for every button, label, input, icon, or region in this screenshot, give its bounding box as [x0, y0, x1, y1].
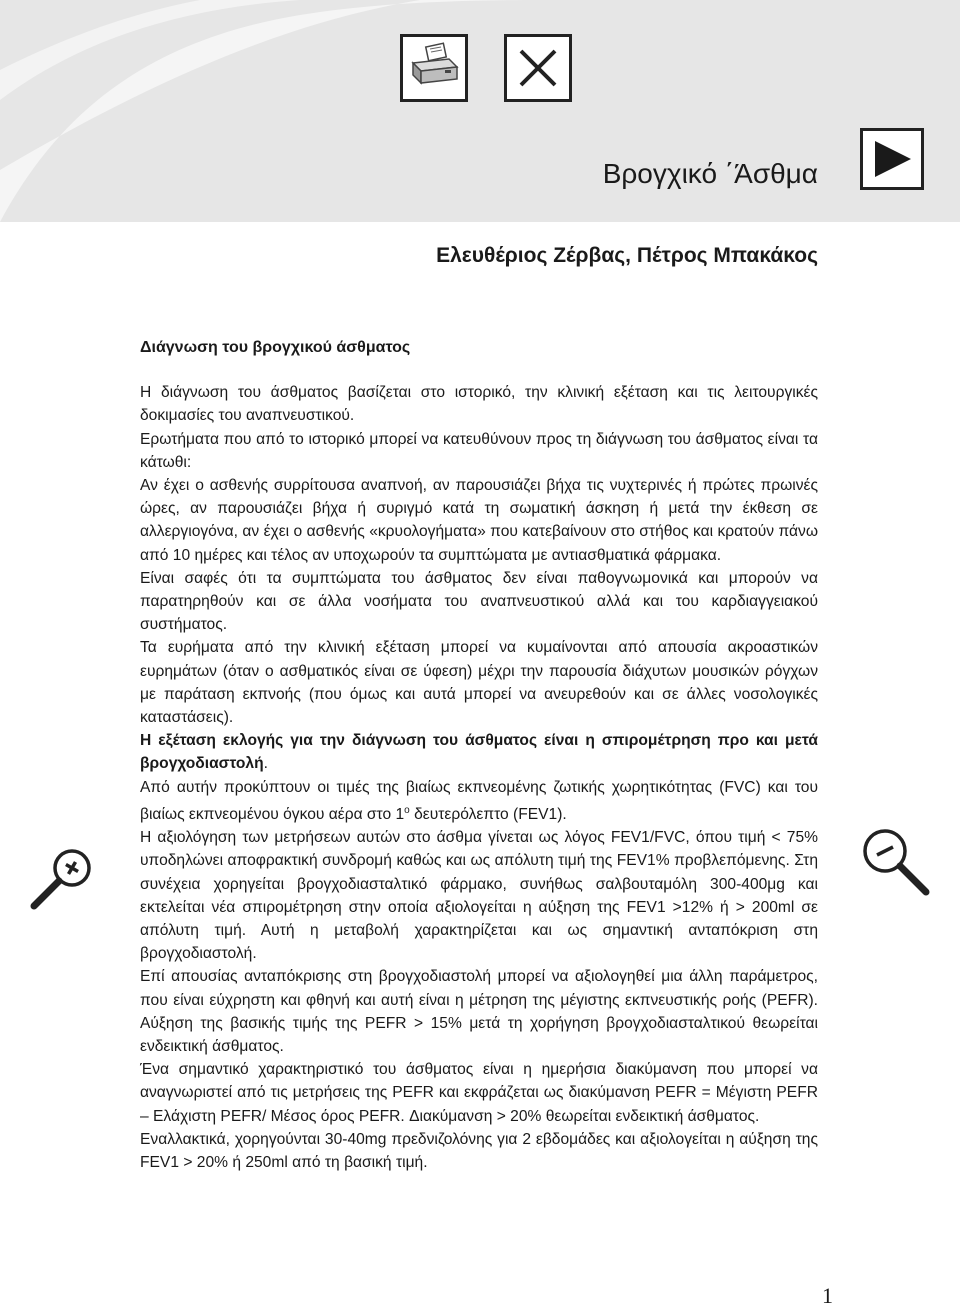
paragraph-text: Από αυτήν προκύπτουν οι τιμές της βιαίως εκπνεομένης ζωτικής χωρητικότητας (FVC) και του βιαίως εκπνεομένου όγκου αέρα στο 1	[140, 778, 818, 824]
zoom-out-icon	[852, 818, 936, 902]
paragraph: Η αξιολόγηση των μετρήσεων αυτών στο άσθμα γίνεται ως λόγος FEV1/FVC, όπου τιμή < 75% υποδηλώνει αποφρακτική συνδρομή καθώς και ως απόλυτη τιμή της FEV1% προβλεπόμενης. Στη συνέχεια χορηγείται βρογχοδιασταλτικό φάρμακο, συνήθως σαλβουταμόλη 300-400μg και εκτελείται νέα σπιρομέτρηση στην οποία αξιολογείται η αύξηση της FEV1 >12% ή > 200ml σε απόλυτη τιμή. Αυτή η μεταβολή χαρακτηρίζεται και ως σημαντική ανταπόκριση στη βρογχοδιαστολή.	[140, 829, 818, 963]
paragraph: Αν έχει ο ασθενής συρρίτουσα αναπνοή, αν παρουσιάζει βήχα τις νυχτερινές ή πρώτες πρωινές ώρες, αν παρουσιάζει βήχα ή συριγμό κατά τη σωματική άσκηση ή μετά την έκθεση σε αλλεργιογόνα, αν έχει ο ασθενής «κρυολογήματα» που κατεβαίνουν στο στήθος και κρατούν πάνω από 10 ημέρες και τέλος αν υποχωρούν τα συμπτώματα με αντιασθματικά φάρμακα.	[140, 477, 818, 564]
next-page-button[interactable]	[860, 128, 924, 190]
paragraph: Τα ευρήματα από την κλινική εξέταση μπορεί να κυμαίνονται από απουσία ακροαστικών ευρημάτων (όταν ο ασθματικός είναι σε ύφεση) μέχρι την παρουσία διάχυτων μουσικών ρόγχων με παράταση εκπνοής (που όμως και αυτά μπορεί να ανευρεθούν και σε άλλες νοσολογικές καταστάσεις).	[140, 639, 818, 727]
authors: Ελευθέριος Ζέρβας, Πέτρος Μπακάκος	[436, 244, 818, 267]
printer-icon	[403, 37, 465, 99]
article-body	[140, 336, 818, 1174]
section-heading: Διάγνωση του βρογχικού άσθματος	[140, 339, 411, 356]
zoom-in-icon	[22, 834, 102, 914]
key-statement-end: .	[263, 755, 268, 773]
paragraph: Εναλλακτικά, χορηγούνται 30-40mg πρεδνιζολόνης για 2 εβδομάδες και αξιολογείται η αύξηση της FEV1 > 20% ή 250ml από τη βασική τιμή.	[140, 1130, 818, 1172]
paragraph: Η διάγνωση του άσθματος βασίζεται στο ιστορικό, την κλινική εξέταση και τις λειτουργικές δοκιμασίες του αναπνευστικού.	[140, 384, 818, 425]
paragraph: Επί απουσίας ανταπόκρισης στη βρογχοδιαστολή μπορεί να αξιολογηθεί μια άλλη παράμετρος, που είναι εύχρηστη και φθηνή και αυτή είναι η μέτρηση της μέγιστης εκπνευστικής ροής (PEFR). Αύξηση της βασικής τιμής της PEFR > 15% μετά τη χορήγηση βρογχοδιασταλτικού θεωρείται ενδεικτική άσθματος.	[140, 968, 818, 1056]
print-button[interactable]	[400, 34, 468, 102]
page-title: Βρογχικό ΄Άσθμα	[602, 158, 818, 189]
paragraph-key-statement	[140, 729, 818, 775]
paragraph: Είναι σαφές ότι τα συμπτώματα του άσθματος δεν είναι παθογνωμονικά και μπορούν να παρατηρηθούν και σε άλλα νοσήματα του αναπνευστικού αλλά και του καρδιαγγειακού συστήματος.	[140, 569, 818, 634]
paragraph-text: δευτερόλεπτο (FEV1).	[409, 806, 567, 824]
play-icon	[863, 131, 921, 187]
zoom-out-button[interactable]	[852, 818, 936, 907]
close-button[interactable]	[504, 34, 572, 102]
page-number: 1	[822, 1283, 833, 1308]
key-statement: Η εξέταση εκλογής για την διάγνωση του άσθματος είναι η σπιρομέτρηση προ και μετά βρογχοδιαστολή	[140, 732, 818, 773]
paragraph: Ερωτήματα που από το ιστορικό μπορεί να κατευθύνουν προς τη διάγνωση του άσθματος είναι τα κάτωθι:	[140, 430, 818, 471]
paragraph	[140, 776, 818, 827]
close-icon	[507, 37, 569, 99]
superscript: ο	[404, 804, 410, 816]
zoom-in-button[interactable]	[22, 834, 102, 919]
paragraph: Ένα σημαντικό χαρακτηριστικό του άσθματος είναι η ημερήσια διακύμανση που μπορεί να αναγνωριστεί από τις μετρήσεις της PEFR και εκφράζεται ως διακύμανση PEFR = Μέγιστη PEFR – Ελάχιστη PEFR/ Μέσος όρος PEFR. Διακύμανση > 20% θεωρείται ενδεικτική άσθματος.	[140, 1061, 818, 1125]
